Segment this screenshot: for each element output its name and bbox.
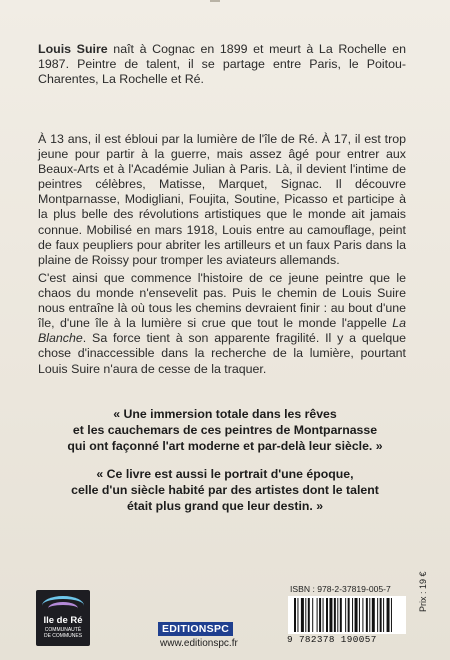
ile-de-re-logo (36, 590, 90, 646)
quote-line: celle d'un siècle habité par des artistes dont le talent (71, 483, 379, 497)
price-label: Prix : 19 € (418, 571, 428, 612)
top-mark (210, 0, 220, 2)
quote-line: « Ce livre est aussi le portrait d'une époque, (96, 467, 354, 481)
barcode-icon (294, 598, 400, 632)
logo-subtitle (36, 627, 90, 639)
logo-subtitle-line: COMMUNAUTÉ (44, 627, 82, 633)
wave-icon (48, 602, 78, 615)
quote-line: et les cauchemars de ces peintres de Montparnasse (72, 423, 378, 437)
publisher-url: www.editionspc.fr (160, 638, 238, 649)
quote-line: « Une immersion totale dans les rêves (113, 407, 337, 421)
press-quote-2 (30, 466, 420, 514)
blurb-paragraph-3-text-a: C'est ainsi que commence l'histoire de ce jeune peintre que le chaos du monde n'ensevelit pas. Puis le chemin de Louis Suire nous entraîne là où tous les chemins devraient finir : au bout d'une île, d'une île à la lumière si crue que tout le monde l'appelle (38, 271, 406, 331)
quote-line: était plus grand que leur destin. » (126, 499, 324, 513)
publisher-logo: EDITIONSPC (158, 622, 233, 636)
author-name: Louis Suire (38, 42, 108, 56)
quote-line: qui ont façonné l'art moderne et par-delà leur siècle. » (67, 439, 383, 453)
barcode (288, 596, 406, 634)
blurb-paragraph-1-text: naît à Cognac en 1899 et meurt à La Rochelle en 1987. Peintre de talent, il se partage entre Paris, le Poitou-Charentes, La Rochelle et Ré. (38, 42, 406, 87)
blurb-paragraph-3 (38, 271, 406, 377)
logo-subtitle-line: DE COMMUNES (43, 633, 83, 639)
blurb-paragraph-1 (38, 42, 406, 87)
isbn-label: ISBN : 978-2-37819-005-7 (290, 584, 391, 594)
logo-name: Ile de Ré (43, 615, 83, 626)
barcode-digits: 9 782378 190057 (287, 634, 377, 645)
blurb-paragraph-2: À 13 ans, il est ébloui par la lumière de l'île de Ré. À 17, il est trop jeune pour partir à la guerre, mais assez âgé pour entrer aux Beaux-Arts et à l'Académie Julian à Paris. Là, il devient l'intime de peintres célèbres, Matisse, Marquet, Signac. Il découvre Montparnasse, Modigliani, Foujita, Soutine, Picasso et participe à la plus belle des révolutions artistiques que le monde ait jamais connue. Mobilisé en mars 1918, Louis entre au camouflage, peint de faux peupliers pour abriter les artilleurs et un faux Paris dans la plaine de Roissy pour tromper les aviateurs allemands. (38, 132, 406, 267)
press-quote-1 (30, 406, 420, 454)
blurb-paragraph-3-text-b: . Sa force tient à son apparente fragilité. Il y a quelque chose d'inaccessible dans la recherche de la lumière, pourtant Louis Suire n'aura de cesse de la traquer. (38, 331, 406, 376)
book-title-italic: La Blanche (38, 316, 406, 346)
